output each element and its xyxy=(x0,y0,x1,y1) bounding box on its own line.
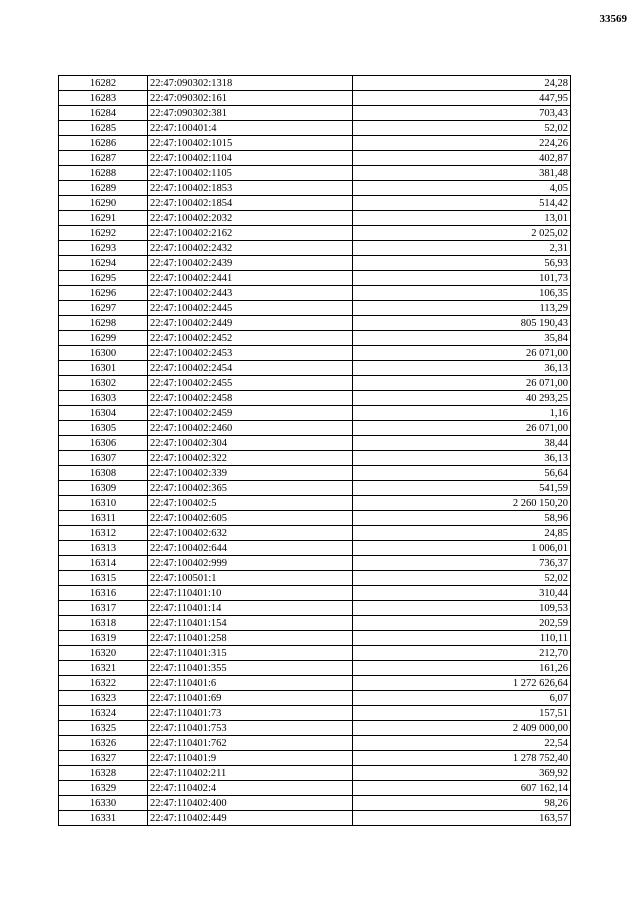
cadastral-number-cell: 22:47:110401:69 xyxy=(148,691,353,706)
table-row xyxy=(59,136,571,151)
row-number-cell: 16321 xyxy=(59,661,148,676)
value-cell: 2,31 xyxy=(353,241,571,256)
row-number-cell: 16328 xyxy=(59,766,148,781)
value-cell: 541,59 xyxy=(353,481,571,496)
row-number-cell: 16282 xyxy=(59,76,148,91)
row-number-cell: 16314 xyxy=(59,556,148,571)
cadastral-number-cell: 22:47:100402:1105 xyxy=(148,166,353,181)
value-cell: 1 272 626,64 xyxy=(353,676,571,691)
value-cell: 161,26 xyxy=(353,661,571,676)
cadastral-number-cell: 22:47:100402:5 xyxy=(148,496,353,511)
row-number-cell: 16290 xyxy=(59,196,148,211)
row-number-cell: 16297 xyxy=(59,301,148,316)
cadastral-number-cell: 22:47:090302:161 xyxy=(148,91,353,106)
table-row xyxy=(59,541,571,556)
row-number-cell: 16317 xyxy=(59,601,148,616)
registry-table-body xyxy=(59,76,571,826)
cadastral-number-cell: 22:47:100402:2443 xyxy=(148,286,353,301)
table-row xyxy=(59,811,571,826)
value-cell: 40 293,25 xyxy=(353,391,571,406)
cadastral-number-cell: 22:47:110401:154 xyxy=(148,616,353,631)
row-number-cell: 16322 xyxy=(59,676,148,691)
value-cell: 4,05 xyxy=(353,181,571,196)
table-row xyxy=(59,466,571,481)
row-number-cell: 16294 xyxy=(59,256,148,271)
cadastral-number-cell: 22:47:100402:2032 xyxy=(148,211,353,226)
cadastral-number-cell: 22:47:100402:2445 xyxy=(148,301,353,316)
table-row xyxy=(59,421,571,436)
cadastral-number-cell: 22:47:110401:14 xyxy=(148,601,353,616)
table-row xyxy=(59,691,571,706)
table-row xyxy=(59,556,571,571)
table-row xyxy=(59,256,571,271)
cadastral-number-cell: 22:47:110401:315 xyxy=(148,646,353,661)
value-cell: 1 278 752,40 xyxy=(353,751,571,766)
value-cell: 212,70 xyxy=(353,646,571,661)
cadastral-number-cell: 22:47:100402:2453 xyxy=(148,346,353,361)
row-number-cell: 16308 xyxy=(59,466,148,481)
row-number-cell: 16305 xyxy=(59,421,148,436)
table-row xyxy=(59,511,571,526)
table-row xyxy=(59,151,571,166)
row-number-cell: 16315 xyxy=(59,571,148,586)
cadastral-number-cell: 22:47:100402:2162 xyxy=(148,226,353,241)
value-cell: 381,48 xyxy=(353,166,571,181)
row-number-cell: 16309 xyxy=(59,481,148,496)
cadastral-number-cell: 22:47:100402:1853 xyxy=(148,181,353,196)
cadastral-number-cell: 22:47:100402:322 xyxy=(148,451,353,466)
table-row xyxy=(59,106,571,121)
value-cell: 402,87 xyxy=(353,151,571,166)
registry-table xyxy=(58,75,571,826)
value-cell: 310,44 xyxy=(353,586,571,601)
value-cell: 607 162,14 xyxy=(353,781,571,796)
row-number-cell: 16286 xyxy=(59,136,148,151)
value-cell: 202,59 xyxy=(353,616,571,631)
row-number-cell: 16311 xyxy=(59,511,148,526)
row-number-cell: 16296 xyxy=(59,286,148,301)
row-number-cell: 16303 xyxy=(59,391,148,406)
table-row xyxy=(59,181,571,196)
table-row xyxy=(59,436,571,451)
row-number-cell: 16298 xyxy=(59,316,148,331)
row-number-cell: 16331 xyxy=(59,811,148,826)
value-cell: 24,85 xyxy=(353,526,571,541)
table-row xyxy=(59,706,571,721)
value-cell: 703,43 xyxy=(353,106,571,121)
row-number-cell: 16313 xyxy=(59,541,148,556)
value-cell: 1,16 xyxy=(353,406,571,421)
value-cell: 36,13 xyxy=(353,451,571,466)
cadastral-number-cell: 22:47:110401:6 xyxy=(148,676,353,691)
row-number-cell: 16312 xyxy=(59,526,148,541)
cadastral-number-cell: 22:47:100402:2455 xyxy=(148,376,353,391)
row-number-cell: 16318 xyxy=(59,616,148,631)
cadastral-number-cell: 22:47:100402:1015 xyxy=(148,136,353,151)
cadastral-number-cell: 22:47:110401:753 xyxy=(148,721,353,736)
table-row xyxy=(59,661,571,676)
cadastral-number-cell: 22:47:110401:355 xyxy=(148,661,353,676)
value-cell: 35,84 xyxy=(353,331,571,346)
row-number-cell: 16324 xyxy=(59,706,148,721)
table-row xyxy=(59,781,571,796)
cadastral-number-cell: 22:47:110402:449 xyxy=(148,811,353,826)
row-number-cell: 16302 xyxy=(59,376,148,391)
table-row xyxy=(59,526,571,541)
value-cell: 98,26 xyxy=(353,796,571,811)
row-number-cell: 16320 xyxy=(59,646,148,661)
table-row xyxy=(59,301,571,316)
value-cell: 109,53 xyxy=(353,601,571,616)
row-number-cell: 16285 xyxy=(59,121,148,136)
value-cell: 447,95 xyxy=(353,91,571,106)
table-row xyxy=(59,721,571,736)
cadastral-number-cell: 22:47:110401:9 xyxy=(148,751,353,766)
value-cell: 24,28 xyxy=(353,76,571,91)
table-row xyxy=(59,271,571,286)
cadastral-number-cell: 22:47:100501:1 xyxy=(148,571,353,586)
row-number-cell: 16307 xyxy=(59,451,148,466)
table-row xyxy=(59,346,571,361)
cadastral-number-cell: 22:47:090302:381 xyxy=(148,106,353,121)
cadastral-number-cell: 22:47:110401:762 xyxy=(148,736,353,751)
value-cell: 2 409 000,00 xyxy=(353,721,571,736)
table-row xyxy=(59,496,571,511)
value-cell: 113,29 xyxy=(353,301,571,316)
cadastral-number-cell: 22:47:100402:999 xyxy=(148,556,353,571)
value-cell: 369,92 xyxy=(353,766,571,781)
cadastral-number-cell: 22:47:110402:211 xyxy=(148,766,353,781)
row-number-cell: 16299 xyxy=(59,331,148,346)
value-cell: 52,02 xyxy=(353,121,571,136)
cadastral-number-cell: 22:47:100402:2439 xyxy=(148,256,353,271)
cadastral-number-cell: 22:47:090302:1318 xyxy=(148,76,353,91)
value-cell: 1 006,01 xyxy=(353,541,571,556)
value-cell: 106,35 xyxy=(353,286,571,301)
row-number-cell: 16306 xyxy=(59,436,148,451)
table-row xyxy=(59,406,571,421)
table-row xyxy=(59,481,571,496)
value-cell: 36,13 xyxy=(353,361,571,376)
table-row xyxy=(59,766,571,781)
value-cell: 56,93 xyxy=(353,256,571,271)
value-cell: 736,37 xyxy=(353,556,571,571)
row-number-cell: 16283 xyxy=(59,91,148,106)
cadastral-number-cell: 22:47:100402:2454 xyxy=(148,361,353,376)
cadastral-number-cell: 22:47:100401:4 xyxy=(148,121,353,136)
value-cell: 2 260 150,20 xyxy=(353,496,571,511)
table-row xyxy=(59,121,571,136)
cadastral-number-cell: 22:47:110402:400 xyxy=(148,796,353,811)
row-number-cell: 16295 xyxy=(59,271,148,286)
row-number-cell: 16293 xyxy=(59,241,148,256)
table-row xyxy=(59,196,571,211)
cadastral-number-cell: 22:47:100402:304 xyxy=(148,436,353,451)
table-row xyxy=(59,286,571,301)
cadastral-number-cell: 22:47:100402:2432 xyxy=(148,241,353,256)
row-number-cell: 16310 xyxy=(59,496,148,511)
cadastral-number-cell: 22:47:100402:2441 xyxy=(148,271,353,286)
table-row xyxy=(59,796,571,811)
table-row xyxy=(59,601,571,616)
row-number-cell: 16323 xyxy=(59,691,148,706)
table-row xyxy=(59,736,571,751)
row-number-cell: 16327 xyxy=(59,751,148,766)
table-row xyxy=(59,631,571,646)
cadastral-number-cell: 22:47:100402:2460 xyxy=(148,421,353,436)
table-row xyxy=(59,391,571,406)
row-number-cell: 16292 xyxy=(59,226,148,241)
cadastral-number-cell: 22:47:100402:644 xyxy=(148,541,353,556)
table-row xyxy=(59,451,571,466)
row-number-cell: 16316 xyxy=(59,586,148,601)
value-cell: 805 190,43 xyxy=(353,316,571,331)
table-row xyxy=(59,76,571,91)
table-row xyxy=(59,316,571,331)
row-number-cell: 16325 xyxy=(59,721,148,736)
value-cell: 2 025,02 xyxy=(353,226,571,241)
cadastral-number-cell: 22:47:100402:632 xyxy=(148,526,353,541)
cadastral-number-cell: 22:47:100402:1854 xyxy=(148,196,353,211)
cadastral-number-cell: 22:47:100402:2459 xyxy=(148,406,353,421)
value-cell: 22,54 xyxy=(353,736,571,751)
row-number-cell: 16287 xyxy=(59,151,148,166)
table-row xyxy=(59,571,571,586)
value-cell: 26 071,00 xyxy=(353,421,571,436)
value-cell: 514,42 xyxy=(353,196,571,211)
table-row xyxy=(59,241,571,256)
value-cell: 110,11 xyxy=(353,631,571,646)
row-number-cell: 16289 xyxy=(59,181,148,196)
value-cell: 6,07 xyxy=(353,691,571,706)
cadastral-number-cell: 22:47:110401:73 xyxy=(148,706,353,721)
table-row xyxy=(59,376,571,391)
cadastral-number-cell: 22:47:100402:2449 xyxy=(148,316,353,331)
cadastral-number-cell: 22:47:100402:2458 xyxy=(148,391,353,406)
value-cell: 38,44 xyxy=(353,436,571,451)
row-number-cell: 16304 xyxy=(59,406,148,421)
row-number-cell: 16330 xyxy=(59,796,148,811)
row-number-cell: 16329 xyxy=(59,781,148,796)
page-number: 33569 xyxy=(599,13,627,25)
row-number-cell: 16288 xyxy=(59,166,148,181)
table-row xyxy=(59,91,571,106)
value-cell: 58,96 xyxy=(353,511,571,526)
value-cell: 224,26 xyxy=(353,136,571,151)
row-number-cell: 16301 xyxy=(59,361,148,376)
row-number-cell: 16291 xyxy=(59,211,148,226)
value-cell: 56,64 xyxy=(353,466,571,481)
value-cell: 13,01 xyxy=(353,211,571,226)
table-row xyxy=(59,226,571,241)
value-cell: 163,57 xyxy=(353,811,571,826)
table-row xyxy=(59,616,571,631)
row-number-cell: 16319 xyxy=(59,631,148,646)
value-cell: 52,02 xyxy=(353,571,571,586)
cadastral-number-cell: 22:47:110401:10 xyxy=(148,586,353,601)
row-number-cell: 16300 xyxy=(59,346,148,361)
cadastral-number-cell: 22:47:100402:365 xyxy=(148,481,353,496)
cadastral-number-cell: 22:47:100402:1104 xyxy=(148,151,353,166)
value-cell: 26 071,00 xyxy=(353,376,571,391)
cadastral-number-cell: 22:47:100402:2452 xyxy=(148,331,353,346)
cadastral-number-cell: 22:47:110402:4 xyxy=(148,781,353,796)
table-row xyxy=(59,211,571,226)
row-number-cell: 16326 xyxy=(59,736,148,751)
table-row xyxy=(59,676,571,691)
table-row xyxy=(59,751,571,766)
table-row xyxy=(59,361,571,376)
table-row xyxy=(59,646,571,661)
cadastral-number-cell: 22:47:110401:258 xyxy=(148,631,353,646)
cadastral-number-cell: 22:47:100402:339 xyxy=(148,466,353,481)
table-row xyxy=(59,331,571,346)
value-cell: 101,73 xyxy=(353,271,571,286)
table-row xyxy=(59,166,571,181)
table-row xyxy=(59,586,571,601)
row-number-cell: 16284 xyxy=(59,106,148,121)
cadastral-number-cell: 22:47:100402:605 xyxy=(148,511,353,526)
value-cell: 26 071,00 xyxy=(353,346,571,361)
value-cell: 157,51 xyxy=(353,706,571,721)
